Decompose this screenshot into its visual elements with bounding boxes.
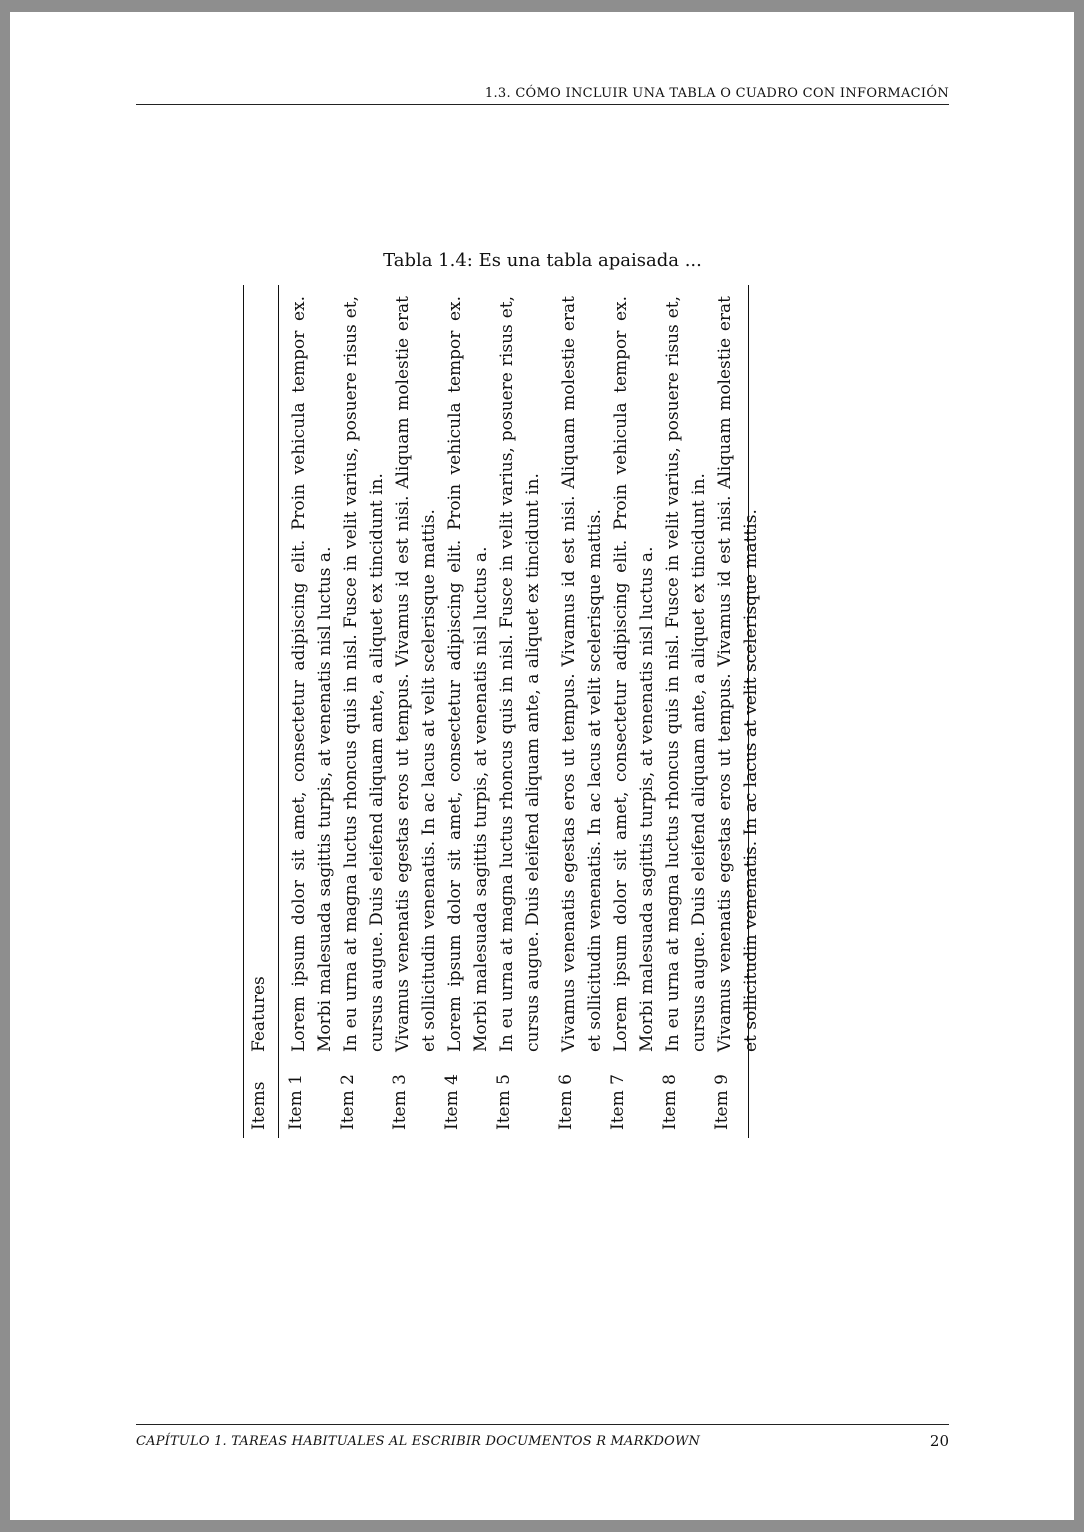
feature-cell: In eu urna at magna luctus rhoncus quis in nisl. Fusce in velit varius, posuere risus et, cursus augue. Duis eleifend aliquam ante, a aliquet ex tincidunt in. (341, 296, 387, 1052)
item-cell: Item 9 (712, 1074, 732, 1130)
table-caption: Tabla 1.4: Es una tabla apaisada ... (383, 250, 702, 271)
table-bottom-rule (748, 285, 749, 1138)
table-header-rule (278, 285, 279, 1138)
feature-cell: Lorem ipsum dolor sit amet, consectetur adipiscing elit. Proin vehicula tempor ex. Morbi malesuada sagittis turpis, at venenatis nisl luctus a. (611, 296, 657, 1052)
landscape-table (233, 285, 761, 1138)
document-page (10, 12, 1074, 1520)
feature-cell: In eu urna at magna luctus rhoncus quis in nisl. Fusce in velit varius, posuere risus et, cursus augue. Duis eleifend aliquam ante, a aliquet ex tincidunt in. (663, 296, 709, 1052)
item-cell: Item 5 (494, 1074, 514, 1130)
running-footer-chapter: CAPÍTULO 1. TAREAS HABITUALES AL ESCRIBIR DOCUMENTOS R MARKDOWN (136, 1434, 701, 1449)
running-header: 1.3. CÓMO INCLUIR UNA TABLA O CUADRO CON INFORMACIÓN (484, 86, 949, 101)
table-top-rule (243, 285, 244, 1138)
item-cell: Item 1 (286, 1074, 306, 1130)
item-cell: Item 4 (442, 1074, 462, 1130)
landscape-table-container (233, 285, 761, 1138)
footer-rule (136, 1424, 949, 1425)
item-cell: Item 7 (608, 1074, 628, 1130)
item-cell: Item 8 (660, 1074, 680, 1130)
header-rule (136, 104, 949, 105)
item-cell: Item 6 (556, 1074, 576, 1130)
page-number: 20 (929, 1432, 949, 1450)
column-header-features: Features (249, 976, 269, 1052)
feature-cell: Lorem ipsum dolor sit amet, consectetur adipiscing elit. Proin vehicula tempor ex. Morbi malesuada sagittis turpis, at venenatis nisl luctus a. (445, 296, 491, 1052)
item-cell: Item 2 (338, 1074, 358, 1130)
item-cell: Item 3 (390, 1074, 410, 1130)
feature-cell: Vivamus venenatis egestas eros ut tempus. Vivamus id est nisi. Aliquam molestie erat et sollicitudin venenatis. In ac lacus at velit scelerisque mattis. (559, 296, 605, 1052)
feature-cell: Lorem ipsum dolor sit amet, consectetur adipiscing elit. Proin vehicula tempor ex. Morbi malesuada sagittis turpis, at venenatis nisl luctus a. (289, 296, 335, 1052)
feature-cell: Vivamus venenatis egestas eros ut tempus. Vivamus id est nisi. Aliquam molestie erat et sollicitudin venenatis. In ac lacus at velit scelerisque mattis. (393, 296, 439, 1052)
feature-cell: In eu urna at magna luctus rhoncus quis in nisl. Fusce in velit varius, posuere risus et, cursus augue. Duis eleifend aliquam ante, a aliquet ex tincidunt in. (497, 296, 543, 1052)
feature-cell: Vivamus venenatis egestas eros ut tempus. Vivamus id est nisi. Aliquam molestie erat et sollicitudin venenatis. In ac lacus at velit scelerisque mattis. (715, 296, 761, 1052)
column-header-items: Items (249, 1081, 269, 1130)
